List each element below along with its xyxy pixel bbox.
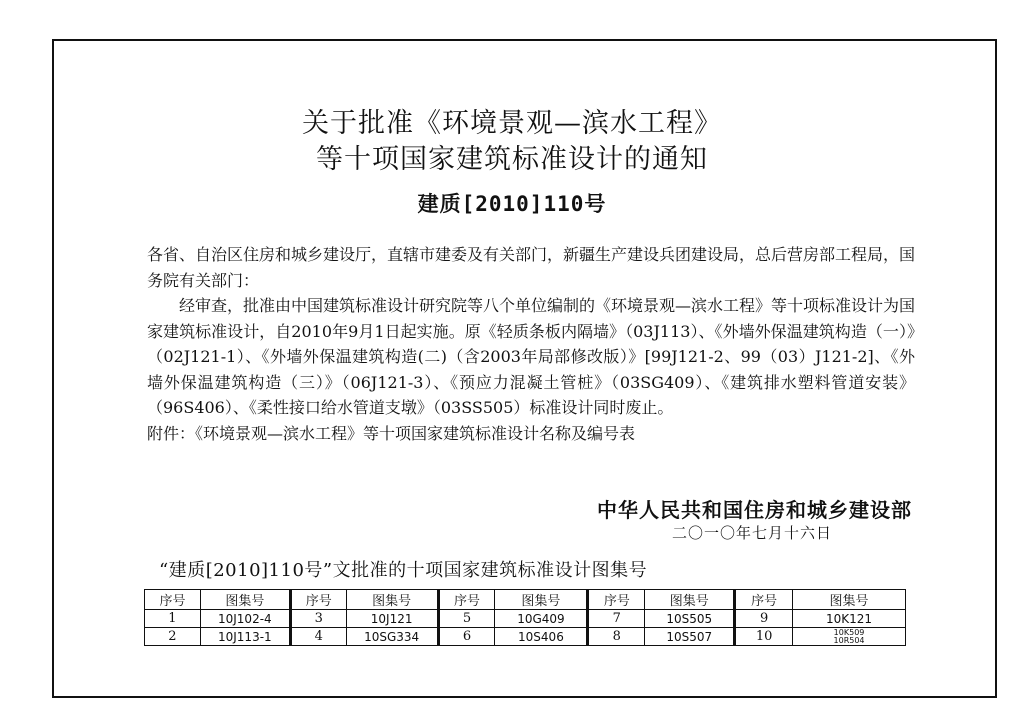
atlas-code-cell: 10G409	[495, 610, 588, 628]
atlas-code-cell: 10S505	[645, 610, 735, 628]
header-atlas: 图集号	[200, 590, 290, 610]
table-row	[145, 610, 906, 628]
notice-body	[147, 242, 915, 446]
seq-cell: 6	[438, 628, 495, 646]
issuing-authority: 中华人民共和国住房和城乡建设部	[597, 498, 912, 522]
atlas-code-cell-stacked	[793, 628, 906, 646]
atlas-code-cell: 10J121	[346, 610, 438, 628]
table-row	[145, 628, 906, 646]
seq-cell: 9	[735, 610, 793, 628]
addressee-paragraph: 各省、自治区住房和城乡建设厅，直辖市建委及有关部门，新疆生产建设兵团建设局，总后营房部工程局，国务院有关部门：	[147, 245, 916, 290]
atlas-code-cell: 10K121	[793, 610, 906, 628]
seq-cell: 7	[588, 610, 645, 628]
seq-cell: 4	[290, 628, 346, 646]
atlas-code-cell: 10S406	[495, 628, 588, 646]
header-seq: 序号	[290, 590, 346, 610]
atlas-code-cell: 10SG334	[346, 628, 438, 646]
table-header-row	[145, 590, 906, 610]
header-atlas: 图集号	[346, 590, 438, 610]
seq-cell: 5	[438, 610, 495, 628]
notice-title-line2: 等十项国家建筑标准设计的通知	[316, 144, 708, 175]
header-seq: 序号	[588, 590, 645, 610]
header-seq: 序号	[735, 590, 793, 610]
document-number: 建质[2010]110号	[417, 192, 607, 216]
atlas-code-cell: 10J113-1	[200, 628, 290, 646]
atlas-code-cell: 10J102-4	[200, 610, 290, 628]
header-seq: 序号	[438, 590, 495, 610]
header-seq: 序号	[145, 590, 201, 610]
table-caption: “建质[2010]110号”文批准的十项国家建筑标准设计图集号	[159, 560, 648, 581]
seq-cell: 3	[290, 610, 346, 628]
atlas-code-cell: 10S507	[645, 628, 735, 646]
atlas-number-table	[144, 589, 906, 646]
atlas-code-b: 10R504	[833, 635, 865, 645]
seq-cell: 1	[145, 610, 201, 628]
issue-date: 二〇一〇年七月十六日	[671, 524, 832, 542]
header-atlas: 图集号	[645, 590, 735, 610]
notice-title-line1: 关于批准《环境景观—滨水工程》	[302, 108, 722, 139]
main-paragraph: 经审查，批准由中国建筑标准设计研究院等八个单位编制的《环境景观—滨水工程》等十项标准设计为国家建筑标准设计，自2010年9月1日起实施。原《轻质条板内隔墙》（03J113）、《外墙外保温建筑构造（一）》（02J121-1）、《外墙外保温建筑构造(二)（含2003年局部修改版）》[99J121-2、99（03）J121-2]、《外墙外保温建筑构造（三）》（06J121-3）、《预应力混凝土管桩》（03SG409）、《建筑排水塑料管道安装》（96S406）、《柔性接口给水管道支墩》（03SS505）标准设计同时废止。	[147, 296, 916, 417]
attachment-line: 附件：《环境景观—滨水工程》等十项国家建筑标准设计名称及编号表	[147, 423, 636, 443]
seq-cell: 2	[145, 628, 201, 646]
header-atlas: 图集号	[495, 590, 588, 610]
seq-cell: 8	[588, 628, 645, 646]
header-atlas: 图集号	[793, 590, 906, 610]
atlas-code-a: 10K509	[833, 627, 865, 637]
seq-cell: 10	[735, 628, 793, 646]
